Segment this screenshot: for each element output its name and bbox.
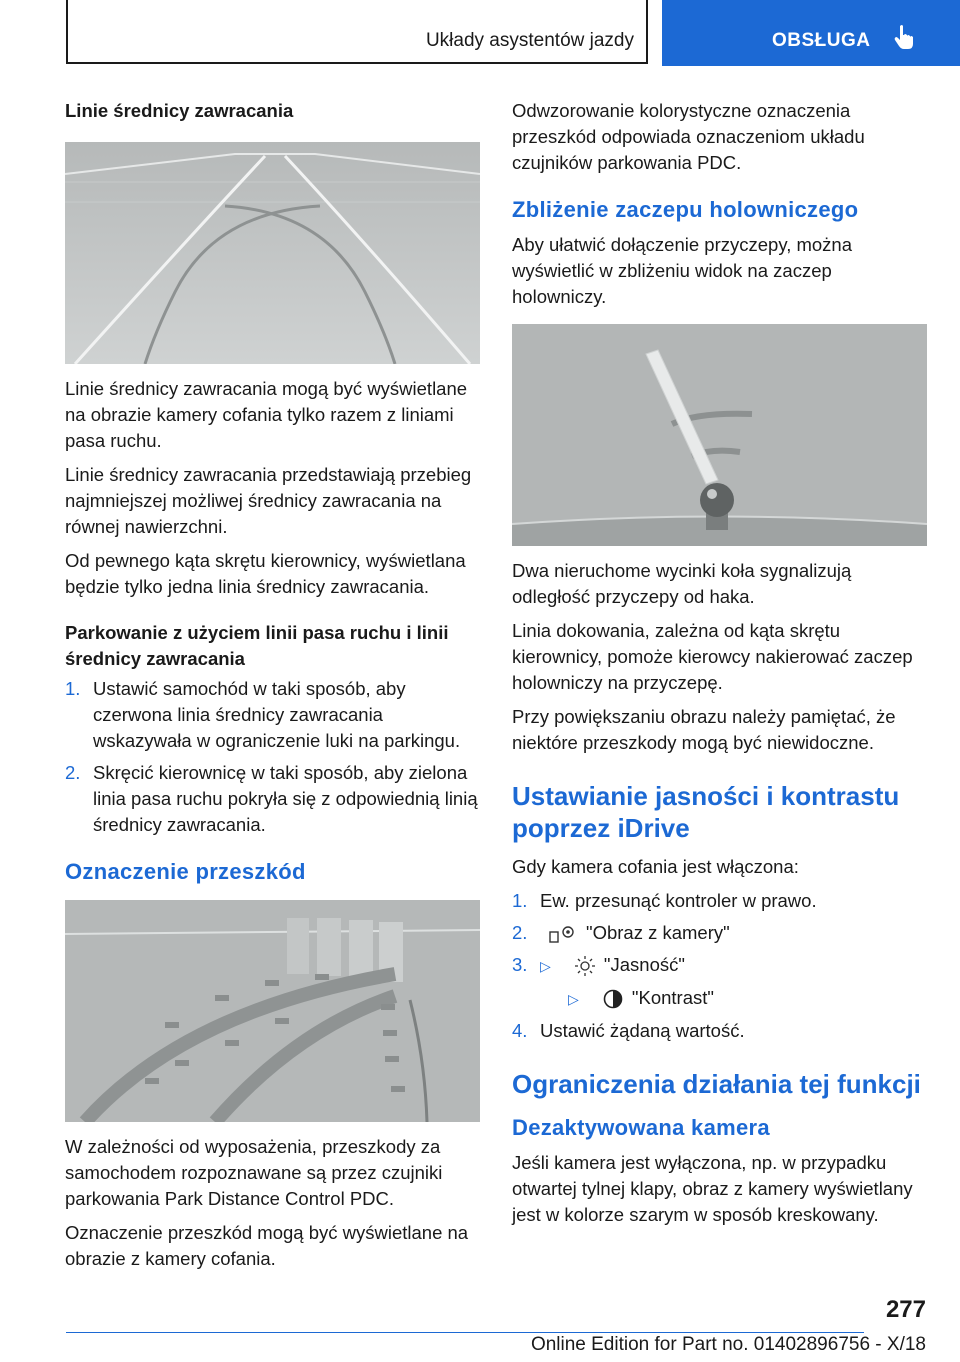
triangle-bullet-icon: ▷ [568, 991, 579, 1007]
step-number: 3. [512, 954, 528, 975]
list-item [512, 952, 927, 1012]
heading-obstacle-marking: Oznaczenie przeszkód [65, 859, 306, 884]
paragraph: Oznaczenie przeszkód mogą być wyświetlane na obrazie z kamery cofania. [65, 1222, 469, 1269]
paragraph: Aby ułatwić dołączenie przyczepy, można wyświetlić w zbliżeniu widok na zaczep holowniczy. [512, 234, 853, 307]
idrive-steps-list [512, 888, 927, 1044]
tow-hitch-illustration [512, 324, 927, 546]
step-number: 2. [65, 762, 81, 783]
chapter-tab[interactable] [662, 0, 960, 66]
step-text: Ew. przesunąć kontroler w prawo. [540, 890, 817, 911]
paragraph: Dwa nieruchome wycinki koła sygnalizują odległość przyczepy od haka. [512, 560, 852, 607]
right-column [512, 98, 927, 1236]
triangle-bullet-icon: ▷ [540, 958, 551, 974]
step-text: Skręcić kierownicę w taki sposób, aby zielona linia pasa ruchu pokryła się z odpowiednią linią średnicy zawracania. [93, 762, 478, 835]
heading-parking-lines: Parkowanie z użyciem linii pasa ruchu i linii średnicy zawracania [65, 622, 449, 669]
menu-path-camera: "Obraz z kamery" [586, 922, 730, 943]
list-item [512, 888, 927, 914]
obstacle-marking-illustration [65, 900, 480, 1122]
step-number: 4. [512, 1020, 528, 1041]
paragraph: Linie średnicy zawracania mogą być wyświetlane na obrazie kamery cofania tylko razem z liniami pasa ruchu. [65, 378, 468, 451]
paragraph: Gdy kamera cofania jest włączona: [512, 856, 799, 877]
list-item [512, 1018, 927, 1044]
figure-tow-hitch [512, 324, 927, 546]
heading-brightness-contrast: Ustawianie jasności i kontrastu poprzez iDrive [512, 781, 900, 843]
list-item [65, 760, 480, 838]
menu-path-contrast: "Kontrast" [631, 987, 714, 1008]
heading-hitch-zoom: Zbliżenie zaczepu holowniczego [512, 197, 859, 222]
paragraph: Linia dokowania, zależna od kąta skrętu kierownicy, pomoże kierowcy nakierować zaczep holowniczy na przyczepę. [512, 620, 913, 693]
step-text: Ustawić żądaną wartość. [540, 1020, 745, 1041]
heading-limitations: Ograniczenia działania tej funkcji [512, 1069, 921, 1099]
turning-lines-illustration [65, 142, 480, 364]
paragraph: Linie średnicy zawracania przedstawiają przebieg najmniejszej możliwej średnicy zawracania na równej nawierzchni. [65, 464, 472, 537]
step-number: 1. [512, 890, 528, 911]
brightness-icon [574, 955, 596, 977]
step-number: 2. [512, 922, 528, 943]
heading-deactivated-camera: Dezaktywowana kamera [512, 1115, 770, 1140]
step-text: Ustawić samochód w taki sposób, aby czerwona linia średnicy zawracania wskazywała w ograniczenie luki na parkingu. [93, 678, 461, 751]
paragraph: Przy powiększaniu obrazu należy pamiętać, że niektóre przeszkody mogą być niewidoczne. [512, 706, 896, 753]
list-item [65, 676, 480, 754]
paragraph: Jeśli kamera jest wyłączona, np. w przypadku otwartej tylnej klapy, obraz z kamery wyświetlany jest w kolorze szarym w sposób kreskowany. [512, 1152, 913, 1225]
hand-pointer-icon [894, 24, 916, 50]
section-title: Układy asystentów jazdy [425, 30, 634, 51]
paragraph: Od pewnego kąta skrętu kierownicy, wyświetlana będzie tylko jedna linia średnicy zawracania. [65, 550, 466, 597]
contrast-icon [602, 988, 624, 1010]
left-column [65, 98, 480, 1280]
chapter-tab-label: OBSŁUGA [772, 30, 871, 51]
heading-turning-circle: Linie średnicy zawracania [65, 100, 294, 121]
footer-divider [66, 1332, 864, 1333]
footer-edition: Online Edition for Part no. 01402896756 - X/18 [530, 1334, 926, 1355]
section-header [66, 0, 648, 64]
list-item [512, 920, 927, 946]
steps-list [65, 676, 480, 838]
step-number: 1. [65, 678, 81, 699]
paragraph: Odwzorowanie kolorystyczne oznaczenia przeszkód odpowiada oznaczeniom układu czujników parkowania PDC. [512, 100, 865, 173]
figure-turning-circle-lines [65, 142, 480, 364]
camera-settings-icon [548, 924, 578, 944]
figure-obstacle-marking [65, 900, 480, 1122]
menu-path-brightness: "Jasność" [603, 954, 685, 975]
sub-step [540, 985, 927, 1012]
page-number: 277 [885, 1296, 926, 1323]
paragraph: W zależności od wyposażenia, przeszkody za samochodem rozpoznawane są przez czujniki parkowania Park Distance Control PDC. [65, 1136, 443, 1209]
